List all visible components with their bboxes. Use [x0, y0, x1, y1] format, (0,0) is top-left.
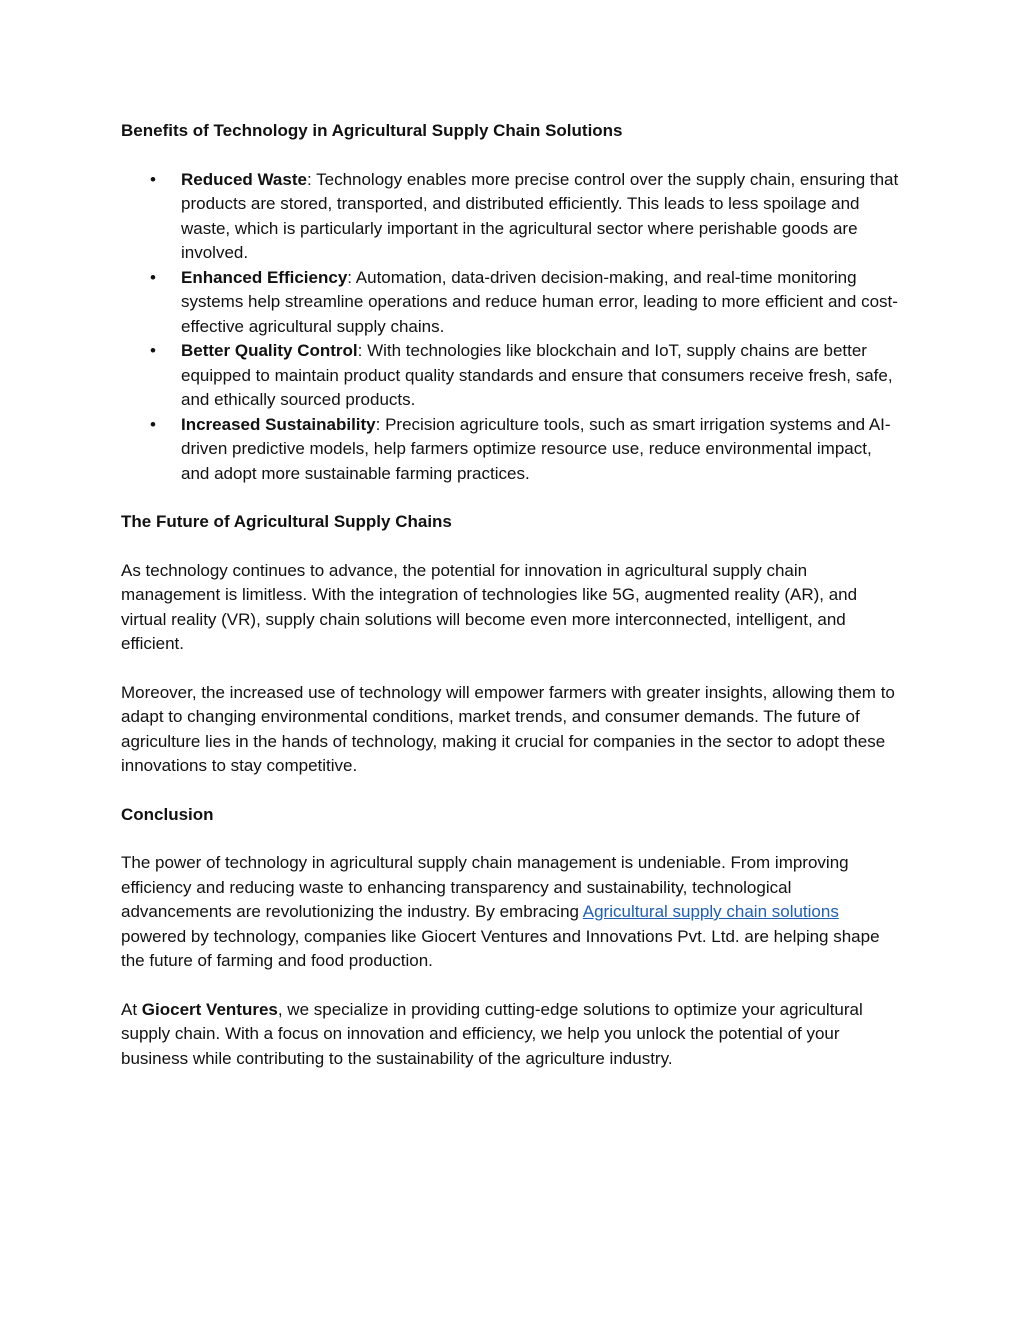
- closing-text-after: , we specialize in providing cutting-edge solutions to optimize your agricultural supply chain. With a focus on innovation and efficiency, we help you unlock the potential of your business while contributing to the sustainability of the agriculture industry.: [121, 999, 863, 1068]
- benefits-list: [121, 168, 899, 487]
- bullet-icon: •: [150, 169, 156, 189]
- agricultural-supply-chain-solutions-link[interactable]: Agricultural supply chain solutions: [582, 902, 839, 921]
- list-item-text: : Technology enables more precise control over the supply chain, ensuring that products are stored, transported, and distributed efficiently. This leads to less spoilage and waste, which is particularly important in the agricultural sector where perishable goods are involved.: [181, 169, 899, 262]
- benefits-heading: Benefits of Technology in Agricultural Supply Chain Solutions: [121, 121, 623, 140]
- conclusion-paragraph-2: [121, 998, 899, 1072]
- conclusion-paragraph-1: [121, 851, 899, 974]
- list-item-text: : With technologies like blockchain and IoT, supply chains are better equipped to maintain product quality standards and ensure that consumers receive fresh, safe, and ethically sourced products.: [181, 341, 893, 409]
- list-item-term: Increased Sustainability: [181, 414, 376, 434]
- conclusion-heading: Conclusion: [121, 804, 214, 824]
- bullet-icon: •: [150, 267, 156, 287]
- list-item-term: Better Quality Control: [181, 341, 358, 360]
- company-name: Giocert Ventures: [141, 999, 278, 1019]
- closing-text-before: At: [121, 999, 142, 1019]
- list-item-term: Reduced Waste: [181, 169, 307, 189]
- list-item-term: Enhanced Efficiency: [181, 267, 348, 287]
- bullet-icon: •: [150, 414, 156, 434]
- conclusion-text-before-link: The power of technology in agricultural supply chain management is undeniable. From improving efficiency and reducing waste to enhancing transparency and sustainability, technological advancements are revolutionizing the industry. By embracing: [121, 853, 849, 921]
- list-item-text: : Automation, data-driven decision-making, and real-time monitoring systems help streamline operations and reduce human error, leading to more efficient and cost-effective agricultural supply chains.: [181, 267, 898, 336]
- list-item-better-quality-control: [121, 339, 899, 413]
- list-item-increased-sustainability: [121, 413, 899, 487]
- future-heading: The Future of Agricultural Supply Chains: [121, 512, 452, 531]
- list-item-text: : Precision agriculture tools, such as smart irrigation systems and AI-driven predictive models, help farmers optimize resource use, reduce environmental impact, and adopt more sustainable farming practices.: [181, 414, 891, 483]
- future-paragraph-1: As technology continues to advance, the potential for innovation in agricultural supply chain management is limitless. With the integration of technologies like 5G, augmented reality (AR), and virtual reality (VR), supply chain solutions will become even more interconnected, intelligent, and efficient.: [121, 560, 858, 653]
- list-item-reduced-waste: [121, 168, 899, 266]
- list-item-enhanced-efficiency: [121, 266, 899, 340]
- future-paragraph-2: Moreover, the increased use of technology will empower farmers with greater insights, allowing them to adapt to changing environmental conditions, market trends, and consumer demands. The future of agriculture lies in the hands of technology, making it crucial for companies in the sector to adopt these innovations to stay competitive.: [121, 682, 895, 775]
- conclusion-text-after-link: powered by technology, companies like Giocert Ventures and Innovations Pvt. Ltd. are helping shape the future of farming and food production.: [121, 926, 880, 970]
- bullet-icon: •: [150, 341, 156, 360]
- document-page: [121, 119, 899, 1095]
